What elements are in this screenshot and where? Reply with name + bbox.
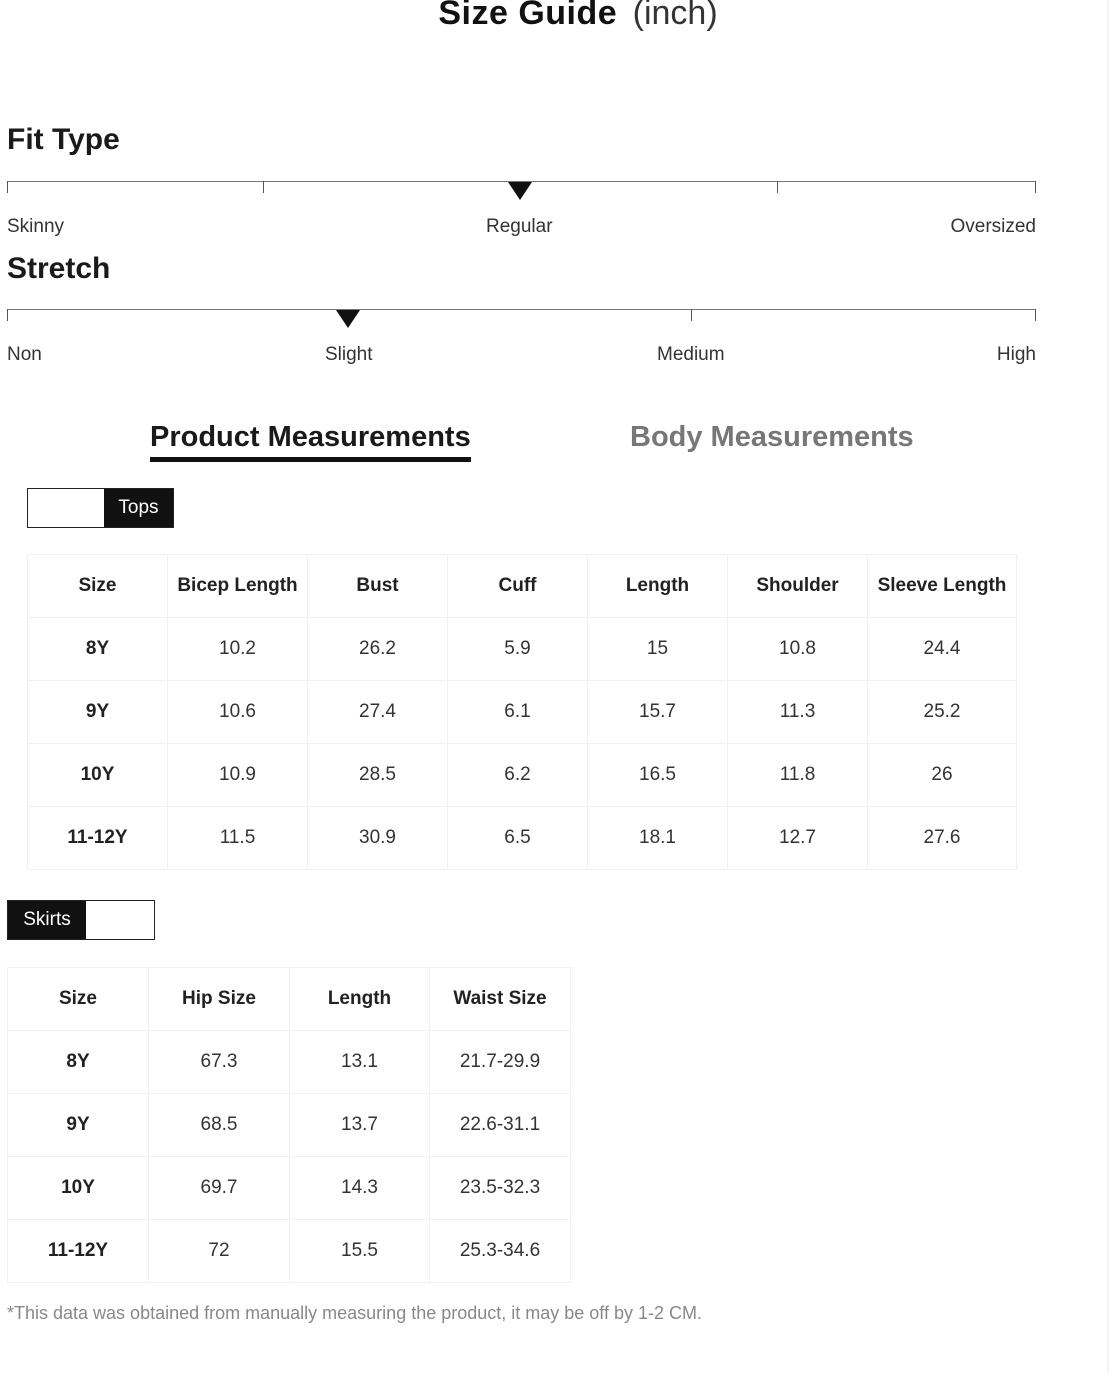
table-row: [8, 1220, 571, 1283]
page-title: [0, 0, 1109, 33]
table-cell: 11.3: [728, 681, 868, 744]
table-cell: 14.3: [290, 1157, 430, 1220]
fit-type-label-oversized: Oversized: [950, 216, 1036, 237]
table-cell: 6.1: [448, 681, 588, 744]
table-cell: 9Y: [8, 1094, 149, 1157]
stretch-heading: Stretch: [7, 252, 111, 285]
table-cell: 18.1: [588, 807, 728, 870]
stretch-label-non: Non: [7, 344, 42, 365]
skirts-header-length: Length: [290, 968, 430, 1031]
tops-header-cuff: Cuff: [448, 555, 588, 618]
tops-toggle-label[interactable]: Tops: [104, 489, 173, 527]
stretch-scale-line: [7, 309, 1036, 310]
table-cell: 67.3: [149, 1031, 290, 1094]
table-cell: 6.2: [448, 744, 588, 807]
tops-toggle[interactable]: [27, 488, 174, 528]
table-row: [8, 1157, 571, 1220]
tops-header-sleeve-length: Sleeve Length: [868, 555, 1017, 618]
title-unit: (inch): [632, 0, 718, 32]
tops-header-bicep-length: Bicep Length: [168, 555, 308, 618]
table-row: [28, 807, 1017, 870]
table-cell: 12.7: [728, 807, 868, 870]
table-cell: 24.4: [868, 618, 1017, 681]
table-cell: 10.8: [728, 618, 868, 681]
fit-type-tick: [7, 181, 8, 193]
table-cell: 27.4: [308, 681, 448, 744]
table-cell: 68.5: [149, 1094, 290, 1157]
table-cell: 13.1: [290, 1031, 430, 1094]
table-cell: 11.8: [728, 744, 868, 807]
table-cell: 15.5: [290, 1220, 430, 1283]
table-cell: 22.6-31.1: [430, 1094, 571, 1157]
skirts-header-waist-size: Waist Size: [430, 968, 571, 1031]
tops-header-shoulder: Shoulder: [728, 555, 868, 618]
stretch-labels: [7, 344, 1036, 368]
table-cell: 16.5: [588, 744, 728, 807]
skirts-table: [7, 967, 571, 1283]
table-cell: 26.2: [308, 618, 448, 681]
stretch-pointer-icon: [336, 310, 360, 328]
table-cell: 10.6: [168, 681, 308, 744]
table-header-row: [28, 555, 1017, 618]
table-cell: 11-12Y: [28, 807, 168, 870]
table-cell: 28.5: [308, 744, 448, 807]
table-cell: 5.9: [448, 618, 588, 681]
fit-type-tick: [1035, 181, 1036, 193]
table-row: [8, 1094, 571, 1157]
table-cell: 15: [588, 618, 728, 681]
tops-toggle-off-segment[interactable]: [28, 489, 104, 527]
tab-body-measurements[interactable]: Body Measurements: [630, 421, 914, 453]
fit-type-label-skinny: Skinny: [7, 216, 65, 237]
table-cell: 11-12Y: [8, 1220, 149, 1283]
title-main: Size Guide: [438, 0, 618, 32]
skirts-toggle-label[interactable]: Skirts: [8, 901, 86, 939]
stretch-label-slight: Slight: [325, 344, 373, 365]
table-cell: 15.7: [588, 681, 728, 744]
stretch-label-medium: Medium: [657, 344, 725, 365]
table-row: [28, 744, 1017, 807]
tops-table: [27, 554, 1017, 870]
skirts-header-hip-size: Hip Size: [149, 968, 290, 1031]
table-row: [28, 618, 1017, 681]
table-cell: 9Y: [28, 681, 168, 744]
table-cell: 8Y: [28, 618, 168, 681]
tops-header-size: Size: [28, 555, 168, 618]
table-cell: 10Y: [28, 744, 168, 807]
stretch-tick: [1035, 309, 1036, 321]
skirts-toggle[interactable]: [7, 900, 155, 940]
tops-header-length: Length: [588, 555, 728, 618]
table-cell: 26: [868, 744, 1017, 807]
table-cell: 23.5-32.3: [430, 1157, 571, 1220]
table-cell: 8Y: [8, 1031, 149, 1094]
tab-product-measurements[interactable]: Product Measurements: [150, 421, 471, 462]
table-cell: 11.5: [168, 807, 308, 870]
table-row: [28, 681, 1017, 744]
table-cell: 10Y: [8, 1157, 149, 1220]
stretch-tick: [691, 309, 692, 321]
table-cell: 10.2: [168, 618, 308, 681]
table-cell: 6.5: [448, 807, 588, 870]
fit-type-scale: [7, 181, 1036, 195]
skirts-toggle-off-segment[interactable]: [86, 901, 154, 939]
table-cell: 69.7: [149, 1157, 290, 1220]
fit-type-heading: Fit Type: [7, 123, 120, 156]
table-cell: 72: [149, 1220, 290, 1283]
stretch-label-high: High: [996, 344, 1036, 365]
table-cell: 25.2: [868, 681, 1017, 744]
table-cell: 13.7: [290, 1094, 430, 1157]
table-cell: 21.7-29.9: [430, 1031, 571, 1094]
fit-type-labels: [7, 216, 1036, 240]
fit-type-tick: [263, 181, 264, 193]
fit-type-tick: [777, 181, 778, 193]
table-cell: 27.6: [868, 807, 1017, 870]
table-header-row: [8, 968, 571, 1031]
table-cell: 10.9: [168, 744, 308, 807]
table-cell: 30.9: [308, 807, 448, 870]
tops-header-bust: Bust: [308, 555, 448, 618]
measurement-disclaimer: *This data was obtained from manually measuring the product, it may be off by 1-2 CM.: [7, 1303, 703, 1323]
table-row: [8, 1031, 571, 1094]
fit-type-label-regular: Regular: [486, 216, 553, 237]
fit-type-pointer-icon: [508, 182, 532, 200]
stretch-tick: [7, 309, 8, 321]
skirts-header-size: Size: [8, 968, 149, 1031]
table-cell: 25.3-34.6: [430, 1220, 571, 1283]
stretch-scale: [7, 309, 1036, 323]
